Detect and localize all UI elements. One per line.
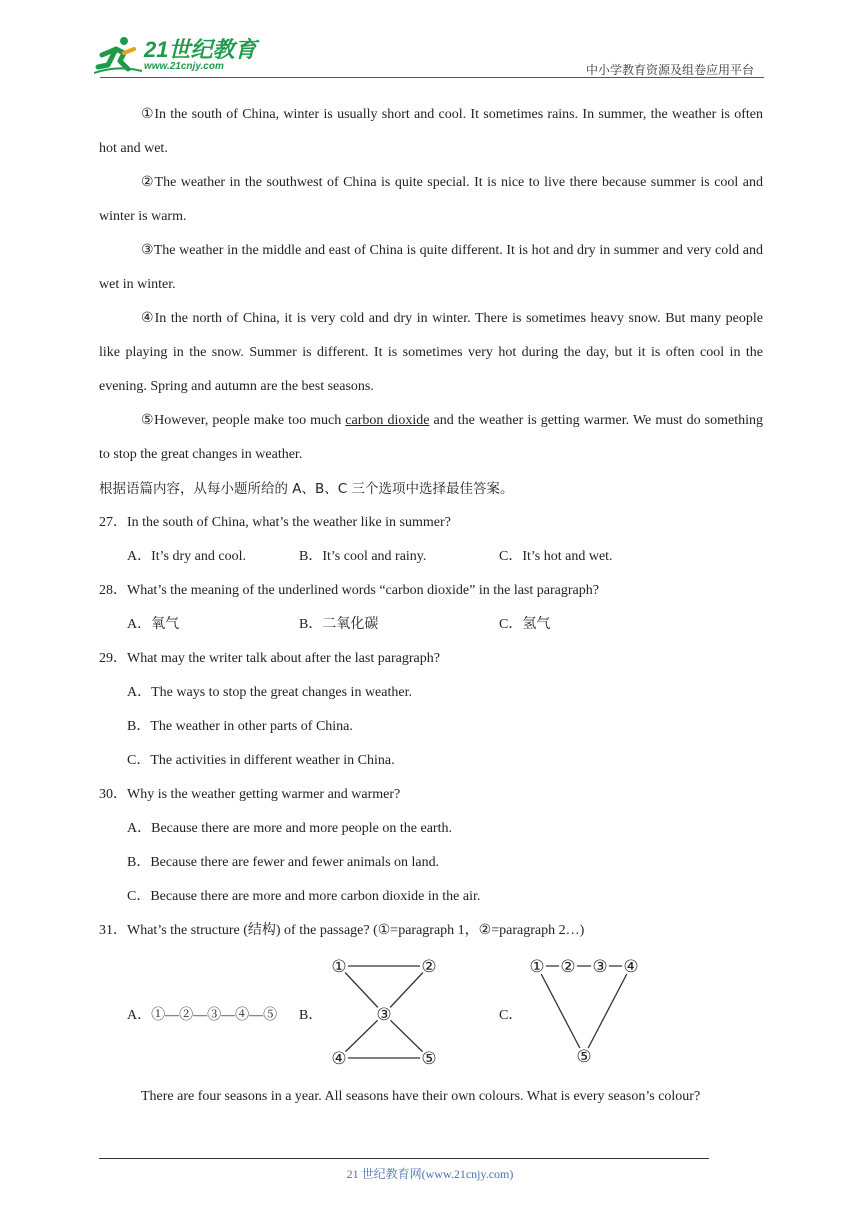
- q27-option-a[interactable]: A．It’s dry and cool.: [127, 549, 246, 564]
- logo-text: 21世纪教育: [144, 37, 257, 62]
- q29-option-a[interactable]: A．The ways to stop the great changes in weather.: [127, 685, 412, 700]
- q31-option-a[interactable]: A．①—②—③—④—⑤: [127, 1008, 278, 1023]
- diagram-b-node-3: ③: [376, 1005, 392, 1024]
- p5-text-before: ⑤However, people make too much: [141, 413, 346, 428]
- question-27-options: [99, 540, 763, 574]
- diagram-c-node-3: ③: [592, 957, 608, 976]
- question-30-stem: 30．Why is the weather getting warmer and warmer?: [99, 787, 401, 802]
- q28-option-a[interactable]: A．氧气: [127, 617, 180, 632]
- runner-icon: [94, 35, 142, 75]
- q27-option-b[interactable]: B．It’s cool and rainy.: [299, 549, 427, 564]
- question-27-stem: 27．In the south of China, what’s the weather like in summer?: [99, 515, 451, 530]
- question-29-stem: 29．What may the writer talk about after the last paragraph?: [99, 651, 440, 666]
- logo-url: www.21cnjy.com: [144, 61, 224, 72]
- footer-divider: [99, 1158, 709, 1159]
- diagram-b-node-2: ②: [421, 957, 437, 976]
- passage-paragraph-1: ①In the south of China, winter is usually short and cool. It sometimes rains. In summer, the weather is often hot and wet.: [99, 107, 763, 156]
- question-31-options: [99, 948, 763, 1078]
- q29-option-b[interactable]: B．The weather in other parts of China.: [127, 719, 353, 734]
- next-passage-intro: There are four seasons in a year. All seasons have their own colours. What is every season’s colour?: [141, 1089, 701, 1104]
- header-divider: [100, 77, 764, 78]
- page-footer[interactable]: 21 世纪教育网(www.21cnjy.com): [346, 1167, 514, 1181]
- diagram-b-node-4: ④: [331, 1049, 347, 1068]
- question-31-stem: 31．What’s the structure (结构) of the passage? (①=paragraph 1，②=paragraph 2…): [99, 923, 585, 938]
- passage-paragraph-3: ③The weather in the middle and east of China is quite different. It is hot and dry in summer and very cold and wet in winter.: [99, 243, 763, 292]
- q30-option-a[interactable]: A．Because there are more and more people on the earth.: [127, 821, 452, 836]
- p5-text-after: and the weather is getting warmer. We must do something to stop the great changes in weather.: [99, 413, 763, 462]
- q31-option-c-label[interactable]: C．: [499, 1008, 523, 1023]
- exam-content: [99, 98, 763, 1114]
- diagram-b-node-5: ⑤: [421, 1049, 437, 1068]
- q30-option-b[interactable]: B．Because there are fewer and fewer animals on land.: [127, 855, 440, 870]
- q29-option-c[interactable]: C．The activities in different weather in China.: [127, 753, 395, 768]
- structure-diagram-b: [327, 956, 447, 1076]
- platform-name: 中小学教育资源及组卷应用平台: [585, 63, 754, 77]
- q28-option-b[interactable]: B．二氧化碳: [299, 617, 379, 632]
- diagram-c-node-4: ④: [623, 957, 639, 976]
- question-28-stem: 28．What’s the meaning of the underlined words “carbon dioxide” in the last paragraph?: [99, 583, 599, 598]
- diagram-c-node-2: ②: [560, 957, 576, 976]
- page-header: [0, 0, 860, 80]
- q27-option-c[interactable]: C．It’s hot and wet.: [499, 549, 613, 564]
- q28-option-c[interactable]: C．氢气: [499, 617, 551, 632]
- passage-paragraph-4: ④In the north of China, it is very cold and dry in winter. There is sometimes heavy snow. But many people like playing in the snow. Summer is different. It is sometimes very hot during the day, but it is often cool in the evening. Spring and autumn are the best seasons.: [99, 311, 763, 394]
- instruction-text: 根据语篇内容，从每小题所给的 A、B、C 三个选项中选择最佳答案。: [99, 481, 514, 497]
- structure-diagram-c: [525, 956, 645, 1076]
- question-28-options: [99, 608, 763, 642]
- passage-paragraph-2: ②The weather in the southwest of China is quite special. It is nice to live there because summer is cool and winter is warm.: [99, 175, 763, 224]
- site-logo: [94, 33, 264, 77]
- diagram-c-node-1: ①: [529, 957, 545, 976]
- diagram-c-node-5: ⑤: [576, 1047, 592, 1066]
- q31-option-b-label[interactable]: B．: [299, 1008, 323, 1023]
- underlined-carbon-dioxide: carbon dioxide: [345, 413, 430, 428]
- q30-option-c[interactable]: C．Because there are more and more carbon dioxide in the air.: [127, 889, 481, 904]
- passage-paragraph-5: [99, 404, 763, 472]
- diagram-b-node-1: ①: [331, 957, 347, 976]
